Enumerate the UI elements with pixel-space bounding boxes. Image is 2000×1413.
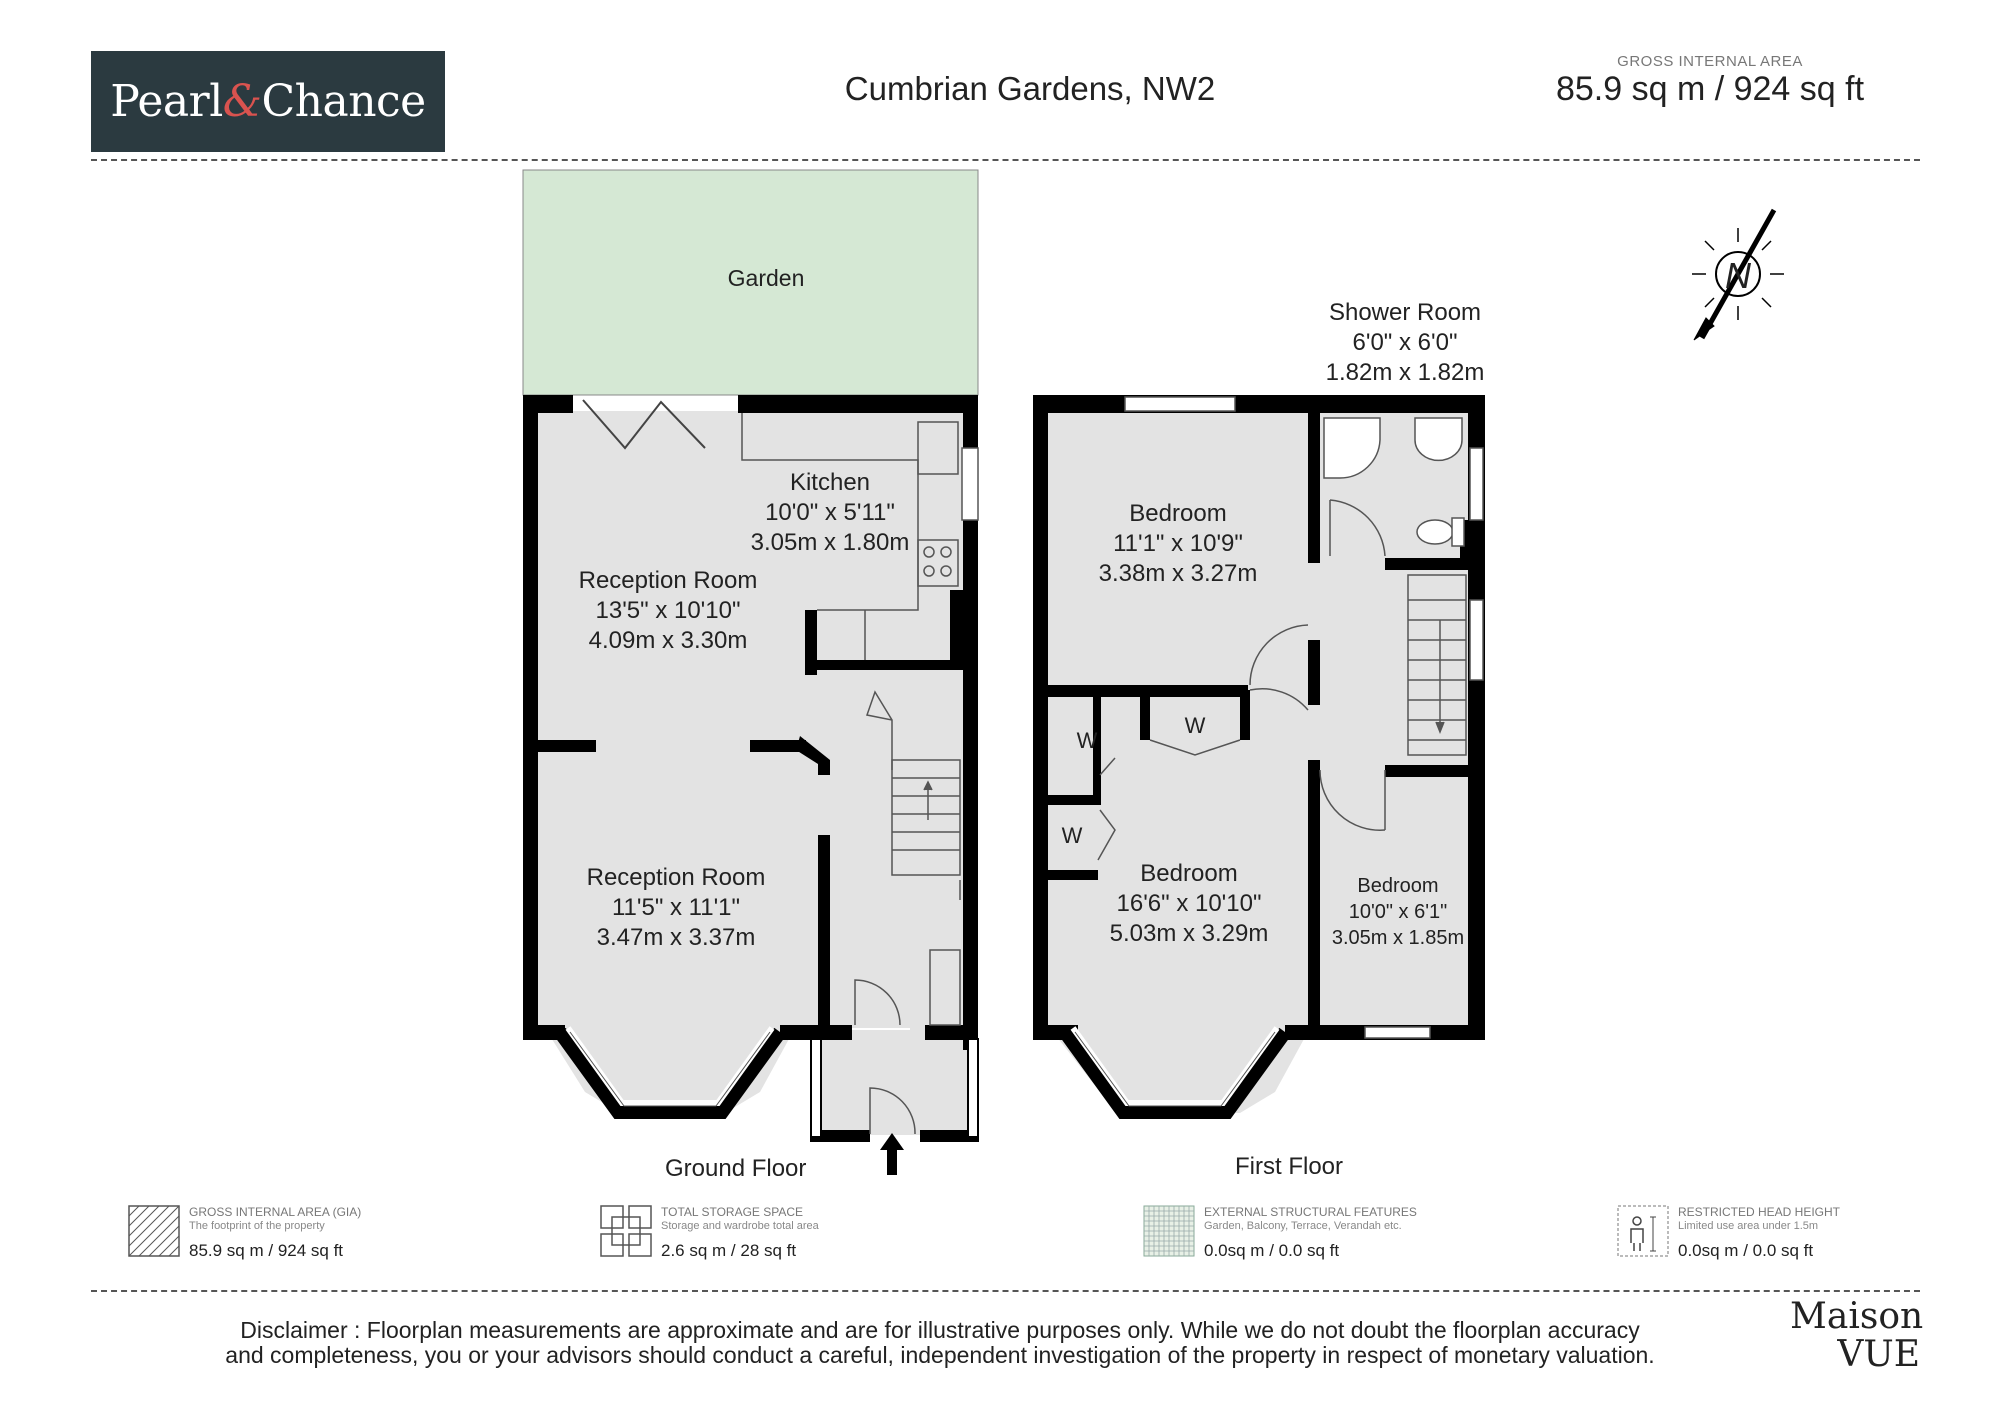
bedroom-small-metric: 3.05m x 1.85m	[1331, 927, 1465, 949]
first-floor-label: First Floor	[1235, 1153, 1343, 1180]
small-bedroom-window	[1365, 1027, 1430, 1038]
bedroom-front-metric: 5.03m x 3.29m	[1109, 920, 1269, 947]
disclaimer-line-1: Disclaimer : Floorplan measurements are approximate and are for illustrative purposes only. While we do not doubt the floorplan accuracy	[240, 1317, 1640, 1343]
bedroom-rear-window	[1125, 397, 1235, 411]
bedroom-rear-imperial: 11'1" x 10'9"	[1113, 530, 1243, 557]
reception-front-imperial: 11'5" x 11'1"	[611, 894, 741, 921]
legend-external-title: EXTERNAL STRUCTURAL FEATURES	[1204, 1205, 1417, 1219]
reception-front-metric: 3.47m x 3.37m	[596, 924, 756, 951]
ground-floor-label: Ground Floor	[665, 1155, 807, 1182]
bedroom-small-imperial: 10'0" x 6'1"	[1348, 901, 1448, 923]
legend-head-sub: Limited use area under 1.5m	[1678, 1220, 1819, 1232]
wardrobe-label-2: W	[1184, 713, 1206, 738]
legend-external-value: 0.0sq m / 0.0 sq ft	[1204, 1241, 1340, 1260]
bedroom-front-name: Bedroom	[1140, 860, 1238, 887]
bedroom-rear-name: Bedroom	[1129, 500, 1227, 527]
toilet	[1417, 520, 1453, 544]
kitchen-window	[962, 448, 978, 520]
legend-storage-sub: Storage and wardrobe total area	[661, 1220, 819, 1232]
kitchen-name: Kitchen	[789, 469, 871, 496]
shower-name: Shower Room	[1328, 299, 1482, 326]
hatch-icon	[128, 1205, 180, 1257]
wardrobe-label-3: W	[1061, 823, 1083, 848]
logo-text: Pearl&Chance	[110, 76, 426, 127]
bedroom-rear-metric: 3.38m x 3.27m	[1098, 560, 1258, 587]
shower-metric: 1.82m x 1.82m	[1325, 359, 1485, 386]
bedroom-small-name: Bedroom	[1357, 875, 1439, 897]
legend-external-sub: Garden, Balcony, Terrace, Verandah etc.	[1204, 1220, 1402, 1232]
landing-window	[1470, 600, 1483, 680]
maison-vue-line-2: VUE	[1837, 1334, 1920, 1375]
legend-storage-value: 2.6 sq m / 28 sq ft	[661, 1241, 797, 1260]
legend-head-value: 0.0sq m / 0.0 sq ft	[1678, 1241, 1814, 1260]
washbasin	[1415, 418, 1462, 460]
wardrobe-label-1: W	[1076, 728, 1098, 753]
porch-fill	[820, 1040, 970, 1135]
compass-letter: N	[1725, 255, 1751, 296]
bedroom-front-imperial: 16'6" x 10'10"	[1116, 890, 1262, 917]
maison-vue-logo	[1790, 1296, 1924, 1375]
disclaimer	[150, 1318, 1730, 1368]
legend-gia	[128, 1205, 548, 1265]
legend-head-title: RESTRICTED HEAD HEIGHT	[1678, 1205, 1841, 1219]
legend-external	[1143, 1205, 1563, 1265]
maison-vue-line-1: Maison	[1790, 1296, 1924, 1337]
kitchen-imperial: 10'0" x 5'11"	[765, 499, 895, 526]
reception-front-name: Reception Room	[586, 864, 766, 891]
disclaimer-line-2: and completeness, you or your advisors should conduct a careful, independent investigation of the property in respect of monetary valuation.	[225, 1342, 1655, 1368]
footer-divider	[91, 1290, 1920, 1292]
legend-gia-title: GROSS INTERNAL AREA (GIA)	[189, 1205, 362, 1219]
kitchen-metric: 3.05m x 1.80m	[750, 529, 910, 556]
legend-head-height	[1617, 1205, 2000, 1265]
garden-label: Garden	[727, 265, 805, 291]
legend-storage	[600, 1205, 1020, 1265]
legend-gia-sub: The footprint of the property	[189, 1220, 325, 1232]
shower-window	[1470, 448, 1483, 520]
legend-storage-title: TOTAL STORAGE SPACE	[661, 1205, 804, 1219]
grid-icon	[1143, 1205, 1195, 1257]
legend-gia-value: 85.9 sq m / 924 sq ft	[189, 1241, 344, 1260]
storage-icon	[600, 1205, 652, 1257]
gia-label: GROSS INTERNAL AREA	[1617, 53, 1803, 70]
property-address: Cumbrian Gardens, NW2	[844, 70, 1216, 107]
reception-rear-name: Reception Room	[578, 567, 758, 594]
shower-imperial: 6'0" x 6'0"	[1352, 329, 1458, 356]
reception-rear-imperial: 13'5" x 10'10"	[595, 597, 741, 624]
person-height-icon	[1617, 1205, 1669, 1257]
gia-value: 85.9 sq m / 924 sq ft	[1555, 70, 1865, 108]
reception-rear-metric: 4.09m x 3.30m	[588, 627, 748, 654]
entrance-arrow-icon	[880, 1133, 904, 1175]
